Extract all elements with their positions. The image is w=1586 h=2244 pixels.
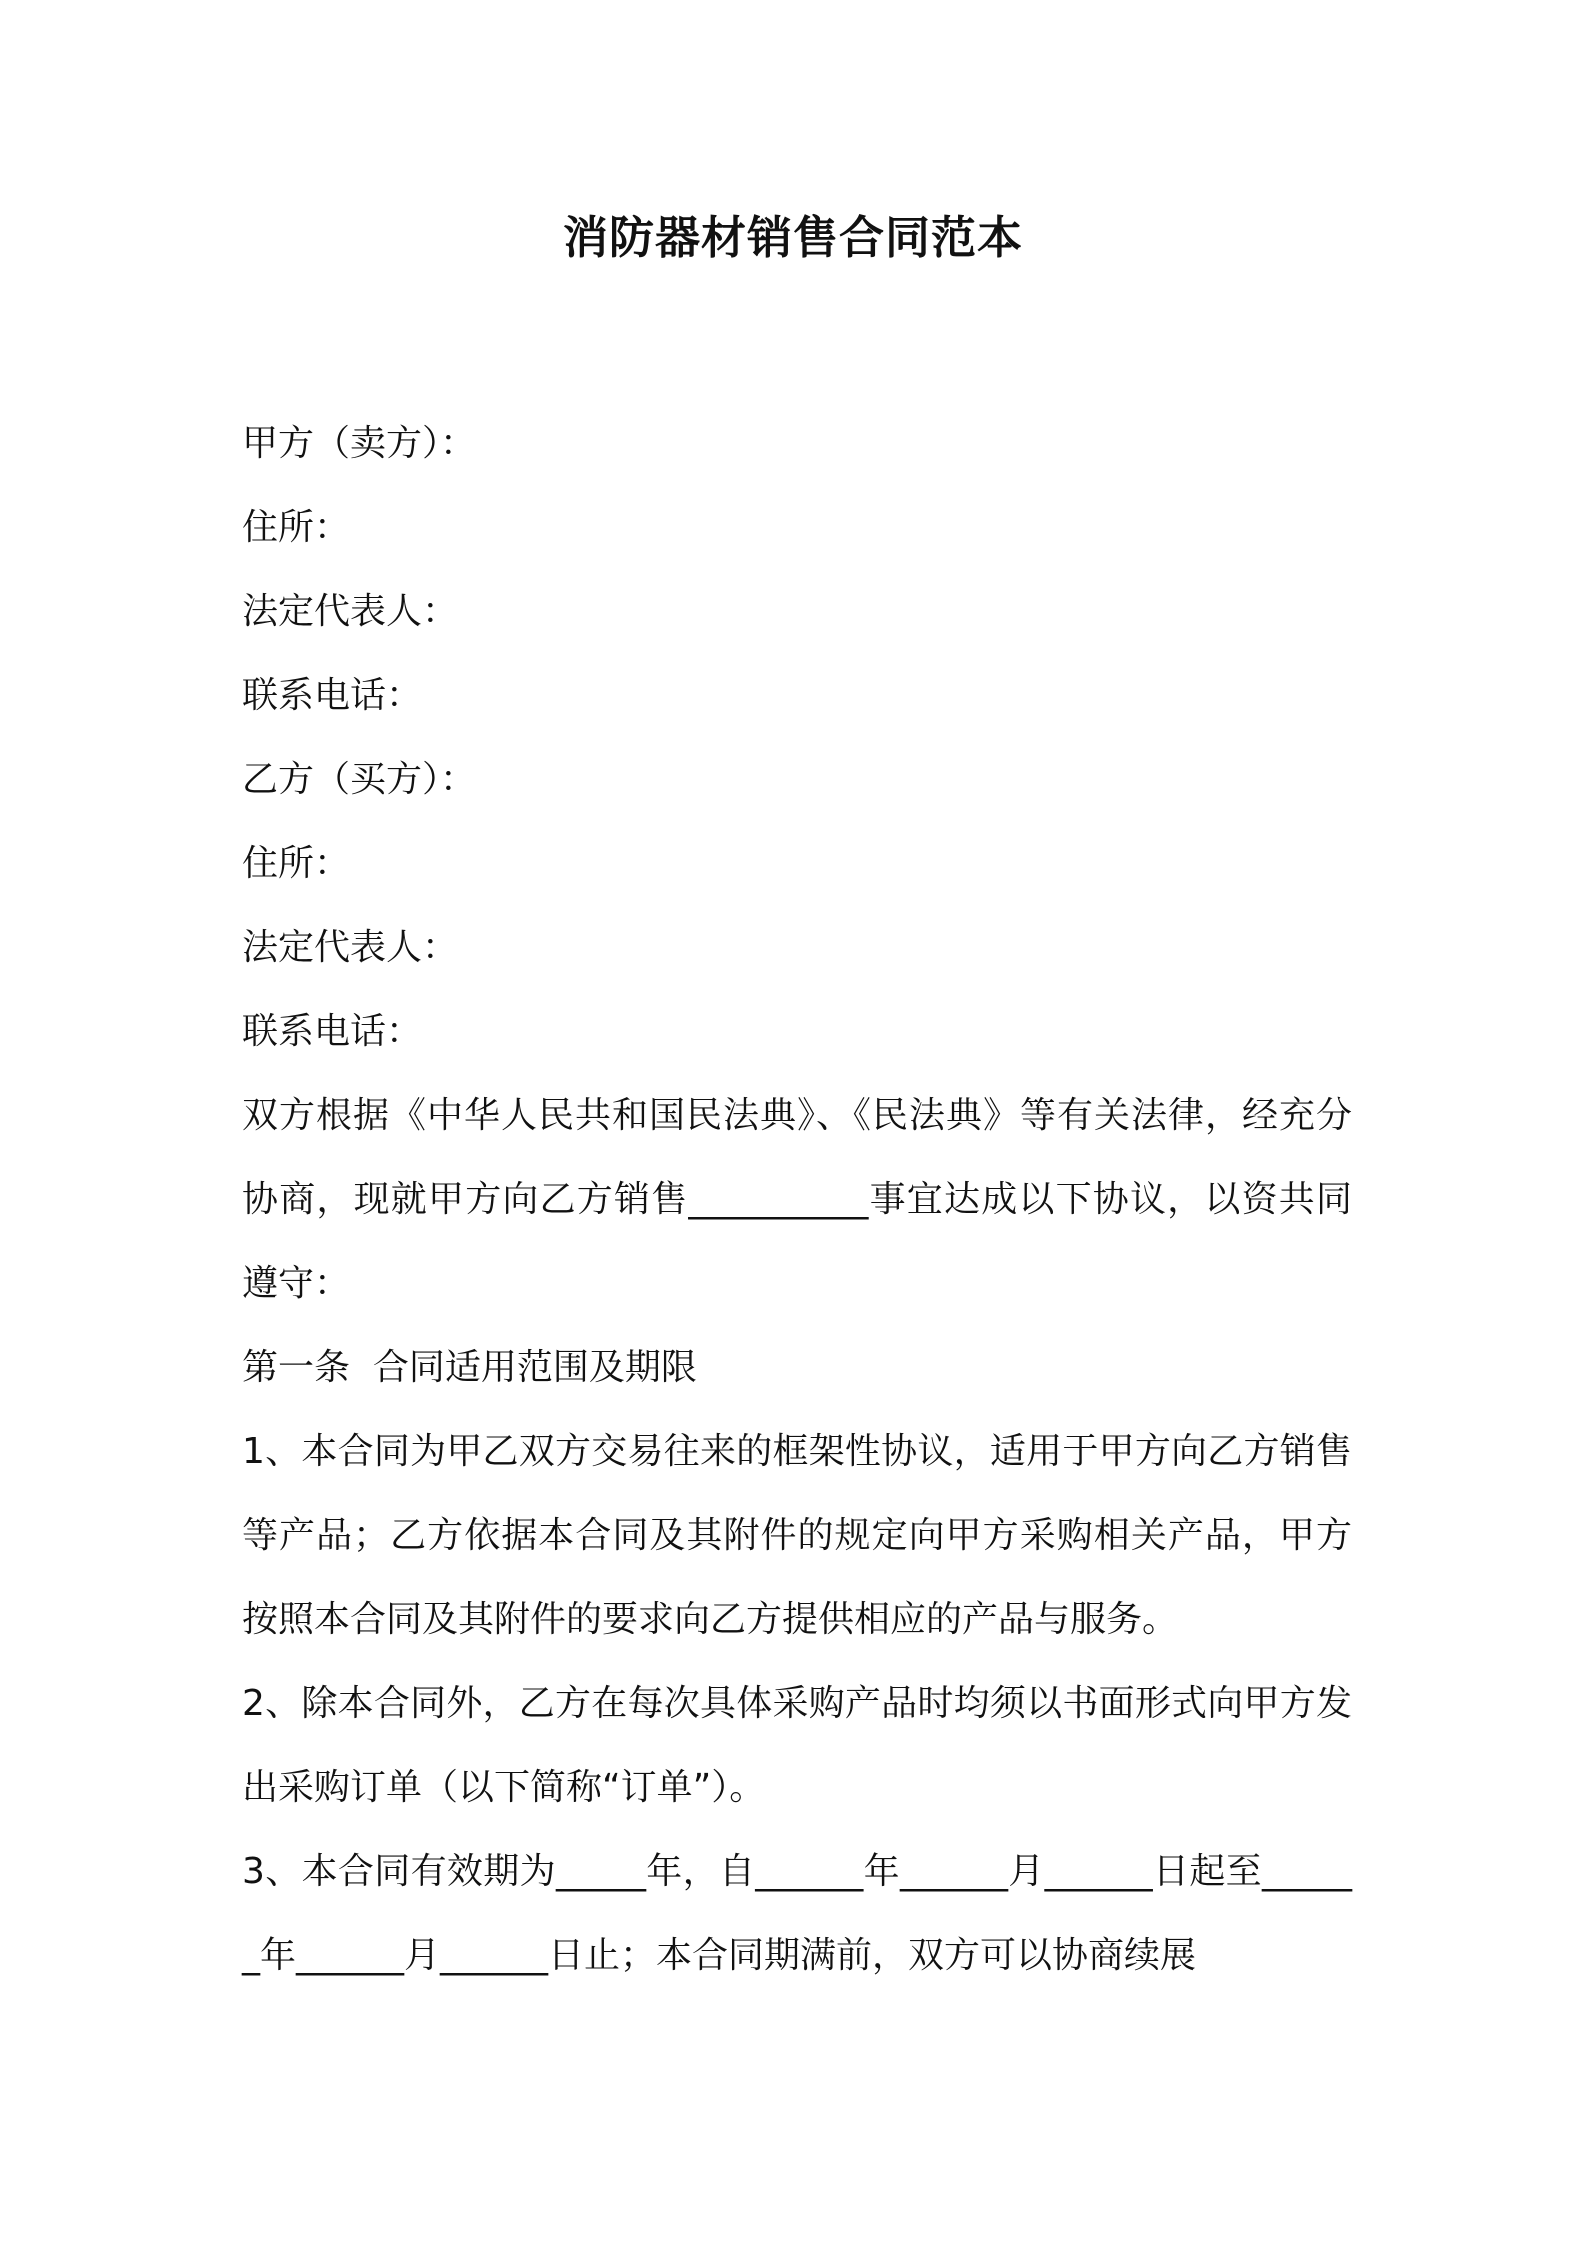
preamble-paragraph: 双方根据《中华人民共和国民法典》、《民法典》等有关法律，经充分协商，现就甲方向乙方销售__________事宜达成以下协议，以资共同遵守： — [242, 1095, 1352, 1304]
party-b-address: 住所： — [242, 843, 351, 884]
article-1-clause-2: 2、除本合同外，乙方在每次具体采购产品时均须以书面形式向甲方发出采购订单（以下简称“订单”）。 — [242, 1683, 1352, 1808]
party-a-address: 住所： — [242, 507, 351, 548]
article-1-heading: 第一条 合同适用范围及期限 — [242, 1347, 697, 1388]
party-a-phone: 联系电话： — [242, 675, 423, 716]
document-title: 消防器材销售合同范本 — [562, 211, 1023, 264]
document-body — [242, 402, 1352, 1998]
party-b-phone: 联系电话： — [242, 1011, 423, 1052]
party-a-label: 甲方（卖方）： — [242, 423, 477, 464]
article-1-clause-1: 1、本合同为甲乙双方交易往来的框架性协议，适用于甲方向乙方销售等产品；乙方依据本合同及其附件的规定向甲方采购相关产品，甲方按照本合同及其附件的要求向乙方提供相应的产品与服务。 — [242, 1431, 1352, 1640]
article-1-clause-3: 3、本合同有效期为_____年，自______年______月______日起至______年______月______日止；本合同期满前，双方可以协商续展 — [242, 1851, 1352, 1976]
party-a-representative: 法定代表人： — [242, 591, 459, 632]
party-b-label: 乙方（买方）： — [242, 759, 477, 800]
party-b-representative: 法定代表人： — [242, 927, 459, 968]
